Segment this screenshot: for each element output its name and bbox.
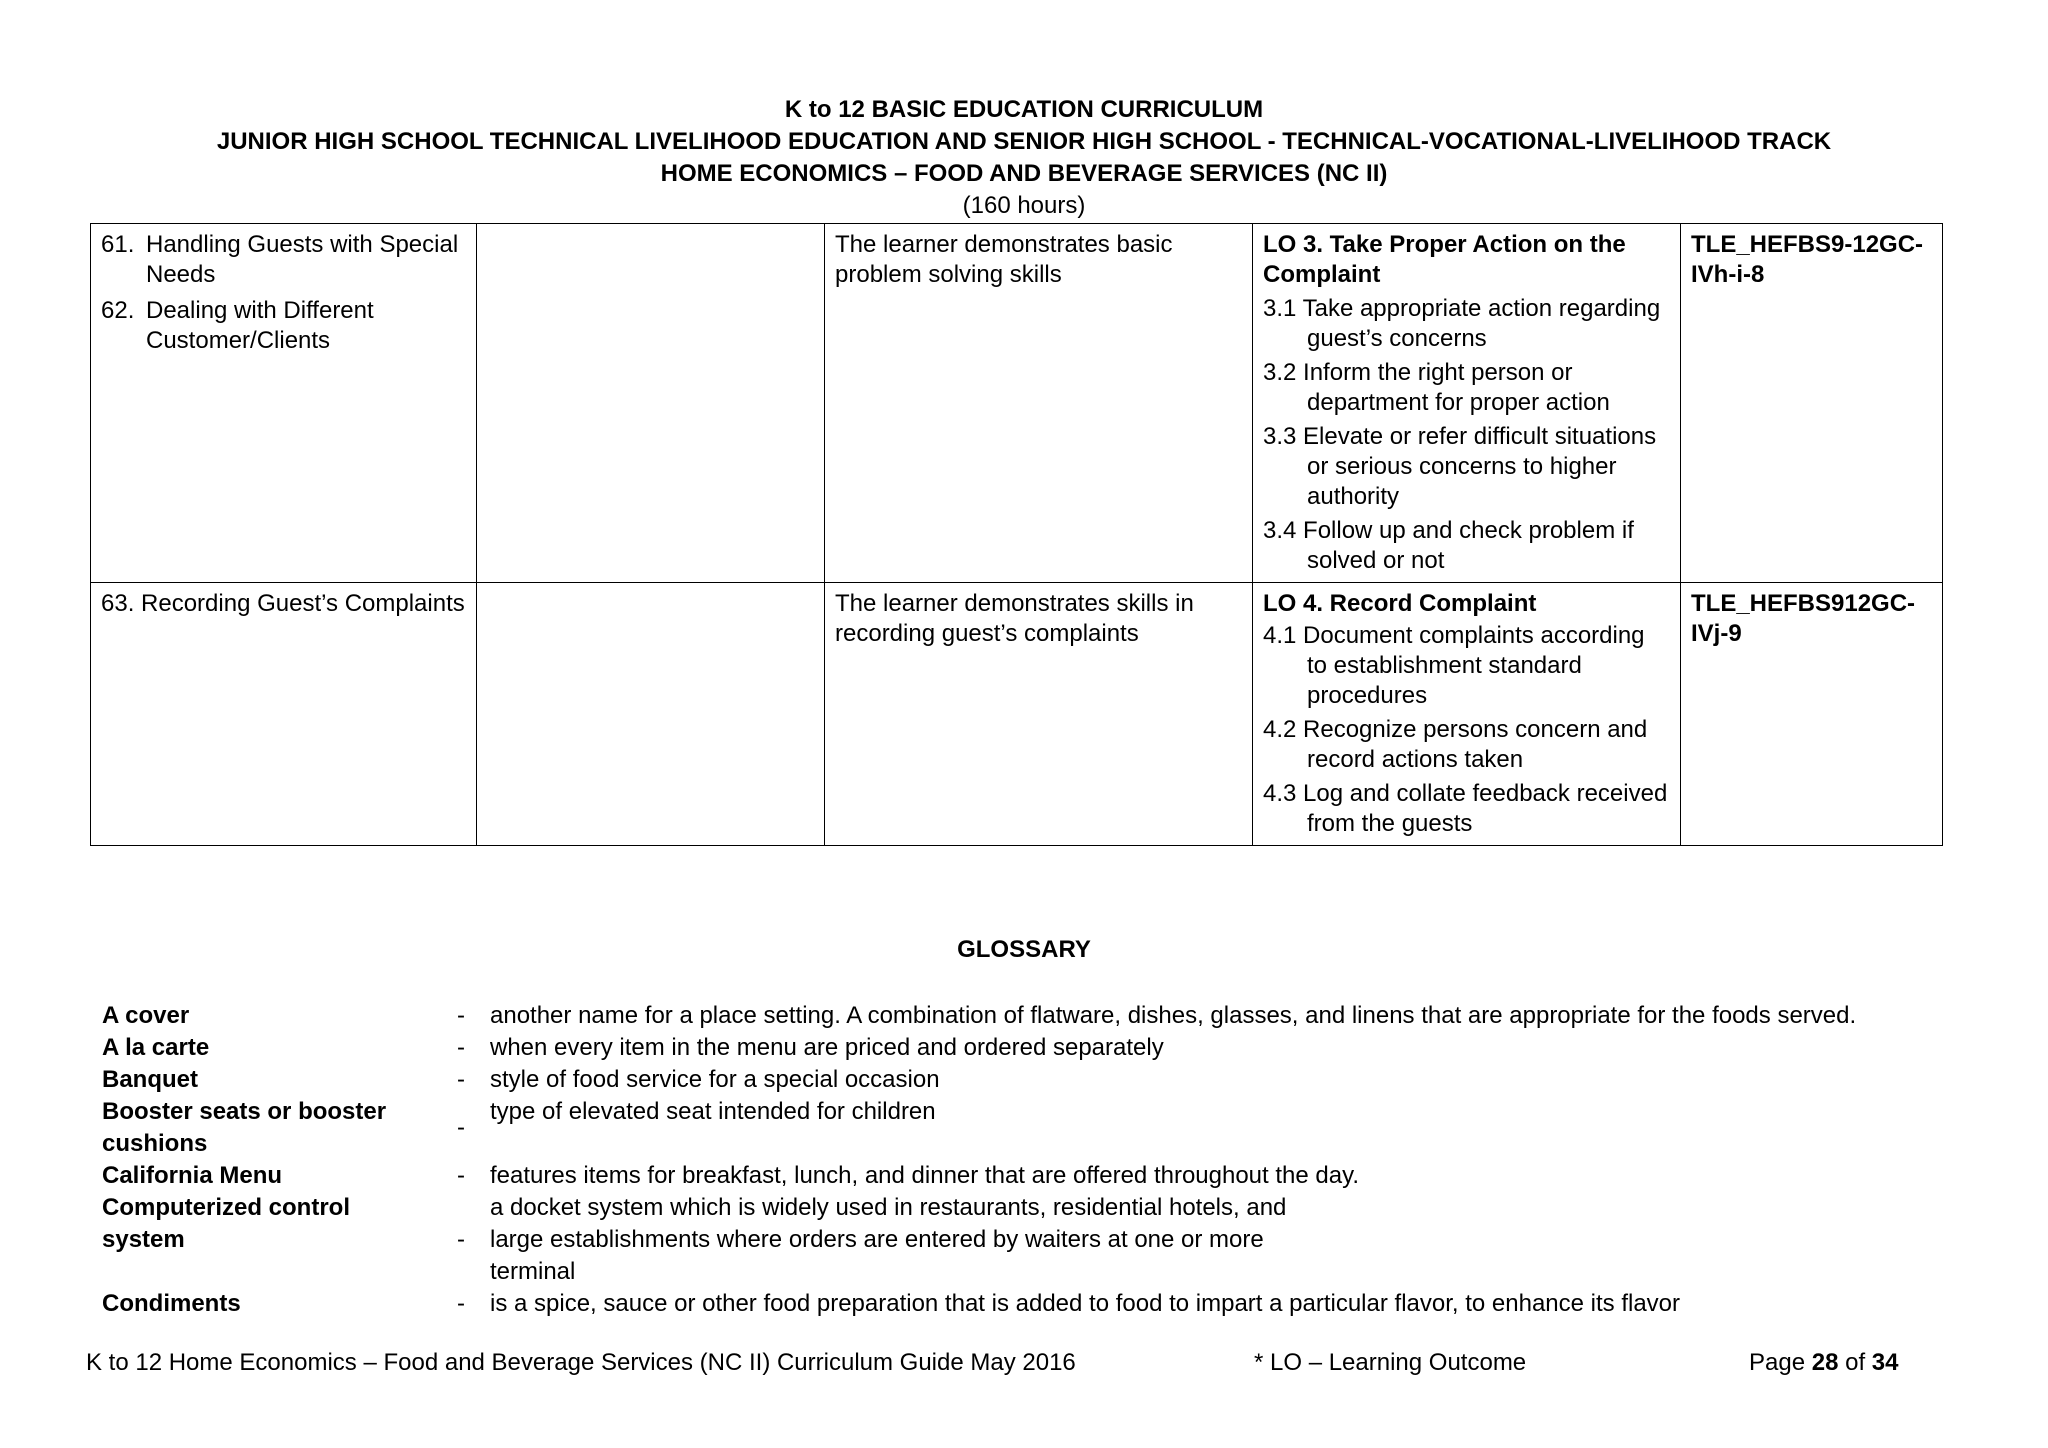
document-header: [0, 94, 2048, 222]
glossary-dash: -: [457, 1114, 465, 1141]
lo-item: 4.2 Recognize persons concern and record actions taken: [1263, 716, 1648, 773]
lo-item: 3.4 Follow up and check problem if solved or not: [1263, 517, 1634, 574]
content-cell: 63. Recording Guest’s Complaints: [91, 583, 477, 846]
table-row: [91, 224, 1943, 583]
glossary-definition: features items for breakfast, lunch, and dinner that are offered throughout the day.: [490, 1162, 1359, 1189]
topic-item: [101, 230, 466, 290]
header-line-1: K to 12 BASIC EDUCATION CURRICULUM: [784, 96, 1264, 123]
header-line-3: HOME ECONOMICS – FOOD AND BEVERAGE SERVICES (NC II): [660, 160, 1388, 187]
content-standard-cell: [477, 583, 825, 846]
lo-item: 4.1 Document complaints according to establishment standard procedures: [1263, 622, 1645, 709]
topic-text: Dealing with Different Customer/Clients: [146, 297, 374, 354]
header-line-2: JUNIOR HIGH SCHOOL TECHNICAL LIVELIHOOD EDUCATION AND SENIOR HIGH SCHOOL - TECHNICAL-VOCATIONAL-LIVELIHOOD TRACK: [216, 128, 1832, 155]
glossary-entry: [102, 1064, 1962, 1096]
glossary-dash: -: [457, 1290, 465, 1317]
learning-competency-cell: [1253, 583, 1681, 846]
glossary-list: [102, 1000, 1962, 1320]
glossary-dash: -: [457, 1034, 465, 1061]
content-cell: [91, 224, 477, 583]
glossary-term: Booster seats or booster cushions: [102, 1098, 387, 1157]
lo-title: LO 4. Record Complaint: [1263, 590, 1537, 617]
glossary-term: California Menu: [102, 1162, 283, 1189]
header-hours: (160 hours): [962, 192, 1086, 219]
glossary-dash: -: [457, 1226, 465, 1253]
glossary-definition: a docket system which is widely used in restaurants, residential hotels, and large establishments where orders are entered by waiters at one or more terminal: [490, 1194, 1287, 1285]
glossary-term: A cover: [102, 1002, 190, 1029]
lo-title: LO 3. Take Proper Action on the Complaint: [1263, 231, 1626, 288]
glossary-term: Condiments: [102, 1290, 241, 1317]
glossary-entry: [102, 1096, 1962, 1160]
footer-guide-title: K to 12 Home Economics – Food and Beverage Services (NC II) Curriculum Guide May 2016: [86, 1349, 1076, 1376]
learning-competency-cell: [1253, 224, 1681, 583]
glossary-definition: style of food service for a special occasion: [490, 1066, 940, 1093]
glossary-definition: type of elevated seat intended for children: [490, 1098, 936, 1125]
glossary-definition: when every item in the menu are priced and ordered separately: [490, 1034, 1164, 1061]
lo-item: 4.3 Log and collate feedback received from the guests: [1263, 780, 1668, 837]
code-cell: TLE_HEFBS9-12GC-IVh-i-8: [1681, 224, 1943, 583]
code-cell: TLE_HEFBS912GC-IVj-9: [1681, 583, 1943, 846]
topic-number: 62.: [101, 297, 135, 324]
glossary-entry: [102, 1032, 1962, 1064]
lo-item: 3.3 Elevate or refer difficult situations or serious concerns to higher authority: [1263, 423, 1657, 510]
glossary-entry: [102, 1160, 1962, 1192]
footer-lo-note: * LO – Learning Outcome: [1254, 1349, 1527, 1376]
glossary-dash: -: [457, 1066, 465, 1093]
glossary-term: A la carte: [102, 1034, 210, 1061]
topic-item: [101, 296, 466, 356]
lo-item: 3.1 Take appropriate action regarding guest’s concerns: [1263, 295, 1661, 352]
glossary-entry: [102, 1288, 1962, 1320]
table-row: [91, 583, 1943, 846]
glossary-dash: -: [457, 1162, 465, 1189]
glossary-definition: another name for a place setting. A combination of flatware, dishes, glasses, and linens that are appropriate for the foods served.: [490, 1002, 1857, 1029]
topic-text: Handling Guests with Special Needs: [146, 231, 459, 288]
content-standard-cell: [477, 224, 825, 583]
footer-page-number: Page 28 of 34: [1749, 1349, 1899, 1376]
glossary-entry: [102, 1000, 1962, 1032]
glossary-title: GLOSSARY: [957, 936, 1091, 963]
performance-standard-cell: The learner demonstrates basic problem solving skills: [825, 224, 1253, 583]
curriculum-table: [90, 223, 1943, 846]
glossary-entry: [102, 1192, 1962, 1288]
glossary-term: Computerized control system: [102, 1194, 351, 1253]
topic-number: 61.: [101, 231, 135, 258]
glossary-dash: -: [457, 1002, 465, 1029]
glossary-term: Banquet: [102, 1066, 198, 1093]
lo-item: 3.2 Inform the right person or department for proper action: [1263, 359, 1610, 416]
glossary-definition: is a spice, sauce or other food preparation that is added to food to impart a particular flavor, to enhance its flavor: [490, 1290, 1681, 1317]
performance-standard-cell: The learner demonstrates skills in recording guest’s complaints: [825, 583, 1253, 846]
